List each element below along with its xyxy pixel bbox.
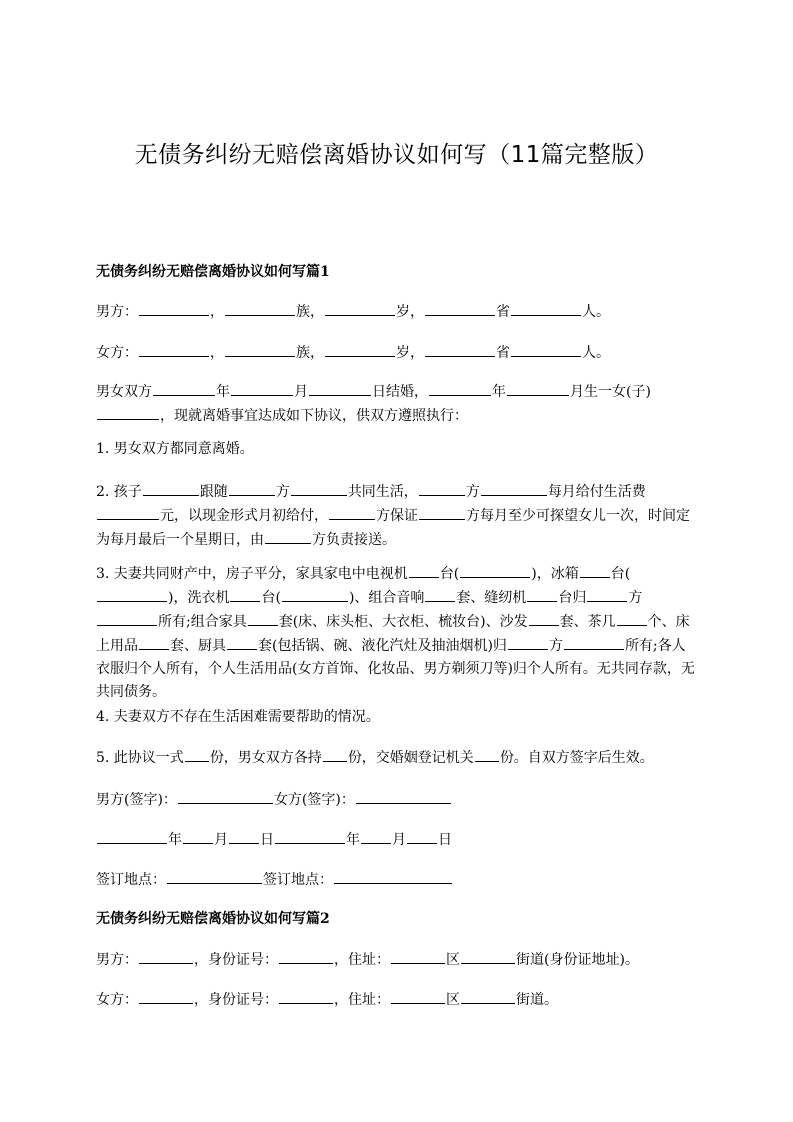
blank — [429, 380, 491, 396]
blank — [391, 988, 445, 1004]
date-line — [96, 828, 698, 852]
blank — [407, 828, 437, 844]
text-fragment: 男女双方 — [96, 384, 152, 400]
text-fragment: 方负责接送。 — [312, 532, 396, 548]
blank — [248, 610, 278, 626]
blank — [564, 634, 624, 650]
blank — [461, 988, 515, 1004]
text-fragment: ， — [210, 345, 224, 361]
blank — [139, 634, 169, 650]
blank — [617, 610, 647, 626]
text-fragment: ， — [210, 304, 224, 320]
text-fragment: 个、床上用品 — [96, 614, 690, 654]
blank — [229, 480, 275, 496]
blank — [275, 828, 345, 844]
blank — [143, 480, 199, 496]
text-fragment: 日结婚， — [372, 384, 428, 400]
text-fragment: 3. 夫妻共同财产中，房子平分，家具家电中电视机 — [96, 566, 408, 582]
man-signature-blank — [178, 788, 273, 804]
text-fragment: 月生一女(子) — [570, 384, 651, 400]
blank — [475, 746, 499, 762]
text-fragment: 族， — [296, 304, 324, 320]
text-fragment: ，住址： — [334, 952, 390, 968]
text-fragment: 台( — [610, 566, 631, 582]
woman-label: 女方： — [96, 992, 138, 1008]
text-fragment: 套(床、床头柜、大衣柜、梳妆台)、沙发 — [278, 614, 528, 630]
blank — [409, 562, 439, 578]
text-fragment: )，冰箱 — [531, 566, 579, 582]
text-fragment: 方 — [628, 590, 643, 606]
blank — [97, 404, 159, 420]
text-fragment: 方每月至少可探望女儿一次，时间定为每月最后一个星期日，由 — [96, 508, 690, 548]
text-fragment: 岁， — [396, 304, 424, 320]
text-fragment: 人。 — [582, 345, 610, 361]
text-fragment: 套、厨具 — [170, 638, 226, 654]
woman-id-line — [96, 988, 698, 1012]
blank — [529, 610, 559, 626]
item-4: 4. 夫妻双方不存在生活困难需要帮助的情况。 — [96, 709, 380, 725]
woman-info-line — [96, 341, 698, 365]
year-label: 年 — [168, 832, 182, 848]
section-1-heading: 无债务纠纷无赔偿离婚协议如何写篇1 — [96, 264, 330, 280]
month-label: 月 — [392, 832, 406, 848]
blank — [282, 586, 348, 602]
blank — [425, 341, 495, 357]
blank — [185, 746, 209, 762]
blank — [511, 341, 581, 357]
item-5 — [96, 746, 698, 770]
text-fragment: 年 — [492, 384, 506, 400]
text-fragment: 台( — [439, 566, 460, 582]
text-fragment: 台( — [261, 590, 281, 606]
text-fragment: 所有;各人衣服归个人所有，个人生活用品(女方首饰、化妆品、男方剃须刀等)归个人所有。无共同存款，无共同债务。 — [96, 638, 695, 700]
man-signature-label: 男方(签字)： — [96, 792, 177, 808]
blank — [391, 948, 445, 964]
blank — [139, 300, 209, 316]
blank — [229, 828, 259, 844]
blank — [461, 948, 515, 964]
text-fragment: 区 — [446, 952, 460, 968]
man-info-line — [96, 300, 698, 324]
text-fragment: )、组合音响 — [348, 590, 425, 606]
blank — [279, 948, 333, 964]
text-fragment: ，住址： — [334, 992, 390, 1008]
blank — [230, 586, 260, 602]
blank — [309, 380, 371, 396]
text-fragment: 省 — [496, 304, 510, 320]
man-label: 男方： — [96, 952, 138, 968]
text-fragment: 人。 — [582, 304, 610, 320]
blank — [325, 300, 395, 316]
text-fragment: 份，男女双方各持 — [209, 750, 322, 766]
text-fragment: 跟随 — [199, 484, 228, 500]
blank — [225, 341, 295, 357]
text-fragment: 街道(身份证地址)。 — [516, 952, 639, 968]
blank — [460, 562, 530, 578]
signing-place-label: 签订地点： — [96, 872, 166, 888]
marriage-paragraph — [96, 380, 698, 428]
blank — [481, 480, 547, 496]
item-2 — [96, 480, 698, 552]
man-id-line — [96, 948, 698, 972]
woman-signature-label: 女方(签字)： — [273, 792, 355, 808]
blank — [291, 480, 347, 496]
blank — [97, 504, 159, 520]
section-2-heading: 无债务纠纷无赔偿离婚协议如何写篇2 — [96, 911, 330, 927]
blank — [587, 586, 627, 602]
text-fragment: 台归 — [558, 590, 587, 606]
text-fragment: ，现就离婚事宜达成如下协议，供双方遵照执行： — [160, 408, 468, 424]
blank — [511, 300, 581, 316]
text-fragment: 每月给付生活费 — [547, 484, 646, 500]
blank — [139, 948, 193, 964]
text-fragment: 5. 此协议一式 — [96, 750, 184, 766]
blank — [419, 504, 465, 520]
text-fragment: 份，交婚姻登记机关 — [347, 750, 474, 766]
text-fragment: 套(包括锅、碗、液化汽灶及抽油烟机)归 — [258, 638, 507, 654]
year-label: 年 — [346, 832, 360, 848]
text-fragment: 共同生活， — [347, 484, 418, 500]
blank — [425, 586, 455, 602]
man-label: 男方： — [96, 304, 138, 320]
text-fragment: ，身份证号： — [194, 952, 278, 968]
blank — [334, 868, 452, 884]
item-1: 1. 男女双方都同意离婚。 — [96, 441, 254, 457]
text-fragment: 月 — [294, 384, 308, 400]
document-title: 无债务纠纷无赔偿离婚协议如何写（11篇完整版） — [134, 142, 659, 168]
text-fragment: 方保证 — [376, 508, 418, 524]
signing-place-label: 签订地点： — [263, 872, 333, 888]
text-fragment: 方 — [548, 638, 563, 654]
woman-label: 女方： — [96, 345, 138, 361]
blank — [167, 868, 262, 884]
text-fragment: 套、茶几 — [559, 614, 616, 630]
blank — [225, 300, 295, 316]
blank — [97, 610, 157, 626]
text-fragment: 区 — [446, 992, 460, 1008]
month-label: 月 — [214, 832, 228, 848]
blank — [580, 562, 610, 578]
text-fragment: 套、缝纫机 — [456, 590, 527, 606]
blank — [139, 341, 209, 357]
blank — [183, 828, 213, 844]
blank — [527, 586, 557, 602]
blank — [227, 634, 257, 650]
text-fragment: 族， — [296, 345, 324, 361]
blank — [508, 634, 548, 650]
woman-signature-blank — [356, 788, 451, 804]
text-fragment: 街道。 — [516, 992, 558, 1008]
signature-line — [96, 788, 698, 812]
blank — [153, 380, 215, 396]
blank — [361, 828, 391, 844]
text-fragment: 2. 孩子 — [96, 484, 142, 500]
day-label: 日 — [260, 832, 274, 848]
text-fragment: 省 — [496, 345, 510, 361]
text-fragment: 所有;组合家具 — [158, 614, 247, 630]
text-fragment: ，身份证号： — [194, 992, 278, 1008]
blank — [265, 528, 311, 544]
item-3 — [96, 562, 698, 704]
blank — [97, 828, 167, 844]
blank — [425, 300, 495, 316]
text-fragment: )，洗衣机 — [168, 590, 230, 606]
blank — [139, 988, 193, 1004]
blank — [97, 586, 167, 602]
blank — [231, 380, 293, 396]
text-fragment: 方 — [275, 484, 290, 500]
signing-place-line — [96, 868, 698, 892]
blank — [325, 341, 395, 357]
text-fragment: 份。自双方签字后生效。 — [499, 750, 654, 766]
blank — [279, 988, 333, 1004]
text-fragment: 岁， — [396, 345, 424, 361]
blank — [419, 480, 465, 496]
text-fragment: 元，以现金形式月初给付， — [160, 508, 328, 524]
blank — [507, 380, 569, 396]
text-fragment: 年 — [216, 384, 230, 400]
day-label: 日 — [438, 832, 452, 848]
blank — [329, 504, 375, 520]
blank — [323, 746, 347, 762]
text-fragment: 方 — [465, 484, 480, 500]
